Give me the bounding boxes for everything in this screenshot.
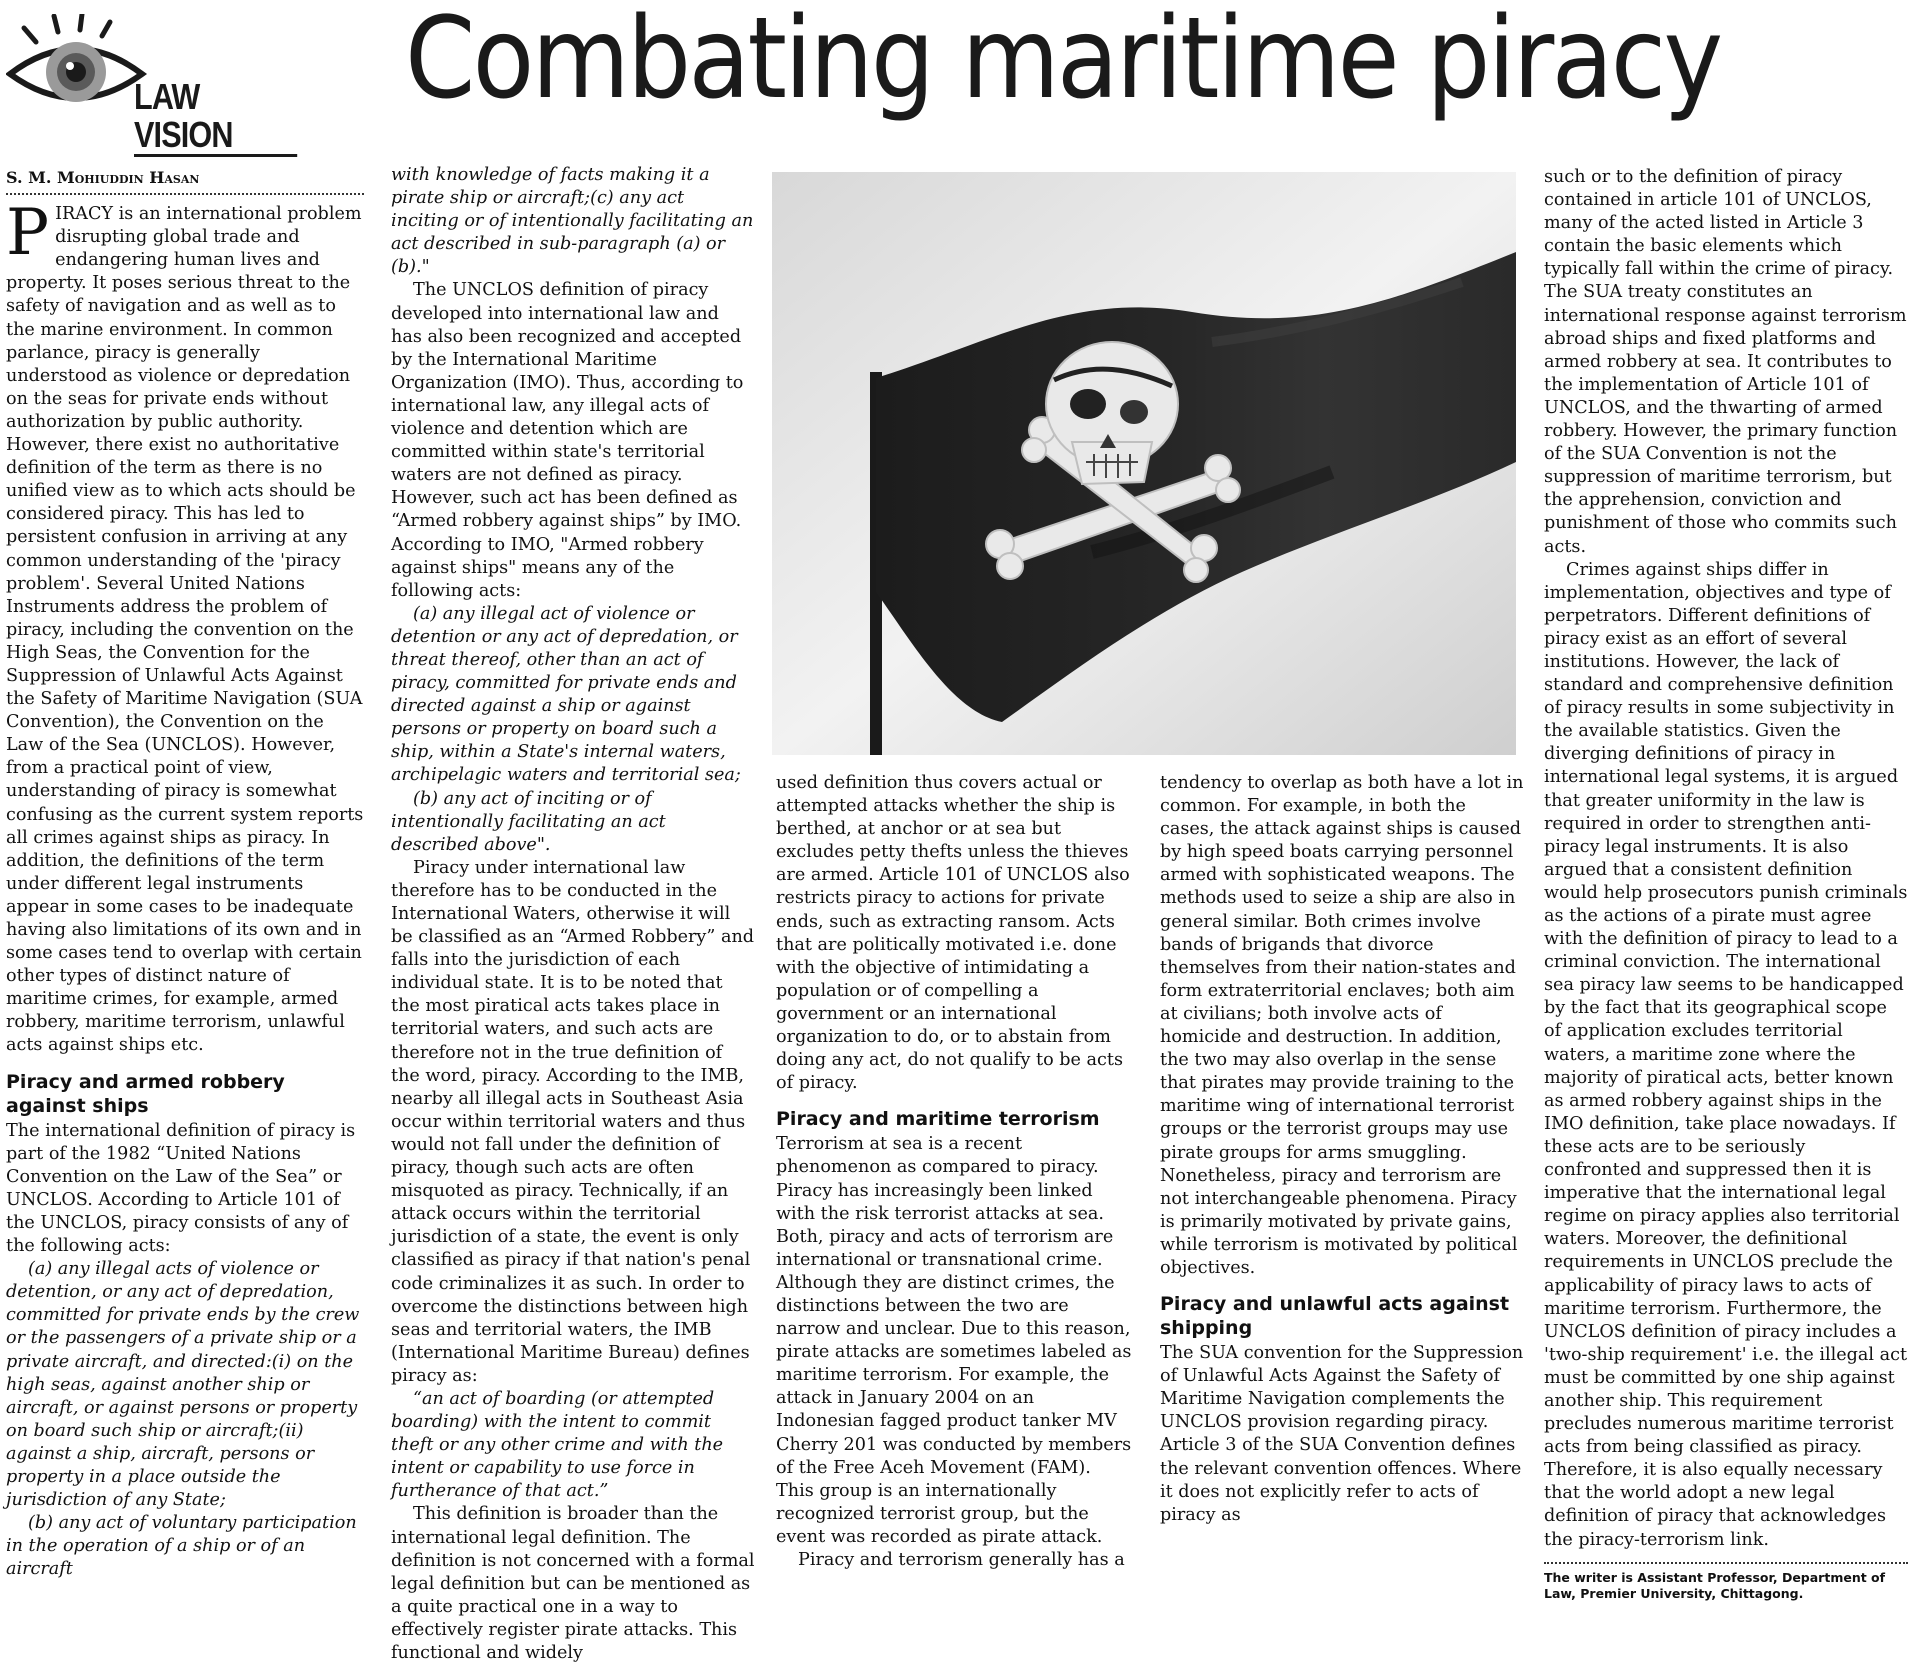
logo-label: LAW VISION <box>134 78 297 157</box>
section-heading: Piracy and unlawful acts against shipping <box>1160 1293 1510 1340</box>
author-note: The writer is Assistant Professor, Department of Law, Premier University, Chittagong. <box>1544 1562 1908 1602</box>
page-title: Combating maritime piracy <box>405 0 1721 124</box>
article-paragraph: The international definition of piracy is part of the 1982 “United Nations Convention on the Law of the Sea” or UNCLOS. According to Article 101 of the UNCLOS, piracy consists of any of the following acts: <box>6 1120 356 1257</box>
article-column-1 <box>6 166 364 1581</box>
pirate-flag-photo <box>772 172 1516 755</box>
intro-text: IRACY is an international problem disrupting global trade and endangering human lives and property. It poses serious threat to the safety of navigation and as well as to the marine environment. In common parlance, piracy is generally understood as violence or depredation on the seas for private ends without authorization by public authority. However, there exist no authoritative definition of the term as there is no unified view as to which acts should be considered piracy. This has led to persistent confusion in arriving at any common understanding of the 'piracy problem'. Several United Nations Instruments address the problem of piracy, including the convention on the High Seas, the Convention for the Suppression of Unlawful Acts Against the Safety of Maritime Navigation (SUA Convention), the Convention on the Law of the Sea (UNCLOS). However, from a practical point of view, understanding of piracy is somewhat confusing as the current system reports all crimes against ships as piracy. In addition, the definitions of the term under different legal instruments appear in some cases to be inadequate having also limitations of its own and in some cases tend to overlap with certain other types of distinct nature of maritime crimes, for example, armed robbery, maritime terrorism, unlawful acts against ships etc. <box>6 204 364 1056</box>
article-paragraph: such or to the definition of piracy contained in article 101 of UNCLOS, many of the acted listed in Article 3 contain the basic elements which typically fall within the crime of piracy. The SUA treaty constitutes an international response against terrorism abroad ships and fixed platforms and armed robbery at sea. It contributes to the implementation of Article 101 of UNCLOS, and the thwarting of armed robbery. However, the primary function of the SUA Convention is not the suppression of maritime terrorism, but the apprehension, conviction and punishment of those who commits such acts. <box>1544 167 1907 557</box>
drop-cap: P <box>6 196 50 271</box>
article-paragraph: The SUA convention for the Suppression of Unlawful Acts Against the Safety of Maritime Navigation complements the UNCLOS provision regarding piracy. Article 3 of the SUA Convention defines the relevant convention offences. Where it does not explicitly refer to acts of piracy as <box>1160 1343 1524 1525</box>
article-paragraph: The UNCLOS definition of piracy developed into international law and has also been recognized and accepted by the International Maritime Organization (IMO). Thus, according to international law, any illegal acts of violence and detention which are committed within state's territorial waters are not defined as piracy. However, such act has been defined as “Armed robbery against ships” by IMO. According to IMO, "Armed robbery against ships" means any of the following acts: <box>391 280 744 601</box>
article-paragraph <box>6 196 364 1057</box>
article-paragraph: Terrorism at sea is a recent phenomenon as compared to piracy. Piracy has increasingly been linked with the risk terrorist attacks at sea. Both, piracy and acts of terrorism are international or transnational crime. Although they are distinct crimes, the distinctions between the two are narrow and unclear. Due to this reason, pirate attacks are sometimes labeled as maritime terrorism. For example, the attack in January 2004 on an Indonesian fagged product tanker MV Cherry 201 was conducted by members of the Free Aceh Movement (FAM). This group is an internationally recognized terrorist group, but the event was recorded as pirate attack. <box>776 1134 1132 1547</box>
article-paragraph: Crimes against ships differ in implementation, objectives and type of perpetrators. Different definitions of piracy exist as an effort of several institutions. However, the lack of standard and comprehensive definition of piracy results in some subjectivity in the available statistics. Given the diverging definitions of piracy in international legal systems, it is argued that greater uniformity in the law is required in order to strengthen anti-piracy legal instruments. It is also argued that a consistent definition would help prosecutors punish criminals as the actions of a pirate must agree with the definition of piracy to lead to a criminal conviction. The international sea piracy law seems to be handicapped by the fact that its geographical scope of application excludes territorial waters, a maritime zone where the majority of piratical acts, better known as armed robbery against ships in the IMO definition, take place nowadays. If these acts are to be seriously confronted and suppressed then it is imperative that the international legal regime on piracy applies also territorial waters. Moreover, the definitional requirements in UNCLOS preclude the applicability of piracy laws to acts of maritime terrorism. Furthermore, the UNCLOS definition of piracy includes a 'two-ship requirement' i.e. the illegal act must be committed by one ship against another ship. This requirement precludes numerous maritime terrorist acts from being classified as piracy. Therefore, it is also equally necessary that the world adopt a new legal definition of piracy that acknowledges the piracy-terrorism link. <box>1544 559 1908 1550</box>
quoted-definition: (b) any act of inciting or of intentionally facilitating an act described above". <box>391 788 666 855</box>
section-heading: Piracy and armed robbery against ships <box>6 1070 285 1117</box>
article-paragraph: Piracy under international law therefore has to be conducted in the International Waters, otherwise it will be classified as an “Armed Robbery” and falls into the jurisdiction of each individual state. It is to be noted that the most piratical acts takes place in territorial waters, and such acts are therefore not in the true definition of the word, piracy. According to the IMB, nearby all illegal acts in Southeast Asia occur within territorial waters and thus would not fall under the definition of piracy, though such acts are often misquoted as piracy. Technically, if an attack occurs within the territorial jurisdiction of a state, the event is only classified as piracy if that nation's penal code criminalizes it as such. In order to overcome the distinctions between high seas and territorial waters, the IMB (International Maritime Bureau) defines piracy as: <box>391 857 755 1386</box>
article-column-3 <box>776 772 1134 1572</box>
article-column-5 <box>1544 166 1908 1602</box>
byline: S. M. Mohiuddin Hasan <box>6 166 364 195</box>
article-paragraph: tendency to overlap as both have a lot in common. For example, in both the cases, the attack against ships is caused by high speed boats carrying personnel armed with sophisticated weapons. The methods used to seize a ship are also in general similar. Both crimes involve bands of brigands that divorce themselves from their nation-states and form extraterritorial enclaves; both aim at civilians; both involve acts of homicide and destruction. In addition, the two may also overlap in the sense that pirates may provide training to the maritime wing of international terrorist groups or the terrorist groups may use pirate groups for arms smuggling. Nonetheless, piracy and terrorism are not interchangeable phenomena. Piracy is primarily motivated by private gains, while terrorism is motivated by political objectives. <box>1160 773 1524 1278</box>
quoted-definition: (b) any act of voluntary participation in the operation of a ship or of an aircraft <box>6 1513 357 1580</box>
article-column-2 <box>391 164 755 1665</box>
article-paragraph: used definition thus covers actual or attempted attacks whether the ship is berthed, at anchor or at sea but excludes petty thefts unless the thieves are armed. Article 101 of UNCLOS also restricts piracy to actions for private ends, such as extracting ransom. Acts that are politically motivated i.e. done with the objective of intimidating a population or of compelling a government or an international organization to do, or to abstain from doing any act, do not qualify to be acts of piracy. <box>776 773 1130 1094</box>
quoted-definition: “an act of boarding (or attempted boarding) with the intent to commit theft or any other crime and with the intent or capability to use force in furtherance of that act.” <box>391 1388 724 1502</box>
section-heading: Piracy and maritime terrorism <box>776 1108 1100 1131</box>
article-paragraph: Piracy and terrorism generally has a <box>798 1550 1125 1570</box>
quoted-definition: (a) any illegal act of violence or detention or any act of depredation, or threat thereof, other than an act of piracy, committed for private ends and directed against a ship or against persons or property on board such a ship, within a State's internal waters, archipelagic waters and territorial sea; <box>391 603 741 786</box>
article-paragraph: This definition is broader than the international legal definition. The definition is not concerned with a formal legal definition but can be mentioned as a quite practical one in a way to effectively register pirate attacks. This functional and widely <box>391 1504 755 1663</box>
article-column-4 <box>1160 772 1524 1527</box>
quoted-definition: (a) any illegal acts of violence or detention, or any act of depredation, committed for private ends by the crew or the passengers of a private ship or a private aircraft, and directed:(i) on the high seas, against another ship or aircraft, or against persons or property on board such ship or aircraft;(ii) against a ship, aircraft, persons or property in a place outside the jurisdiction of any State; <box>6 1259 360 1511</box>
quoted-definition: with knowledge of facts making it a pirate ship or aircraft;(c) any act inciting or of intentionally facilitating an act described in sub-paragraph (a) or (b)." <box>391 165 754 278</box>
jolly-roger-flag-icon <box>772 172 1516 755</box>
law-vision-logo <box>6 14 326 155</box>
